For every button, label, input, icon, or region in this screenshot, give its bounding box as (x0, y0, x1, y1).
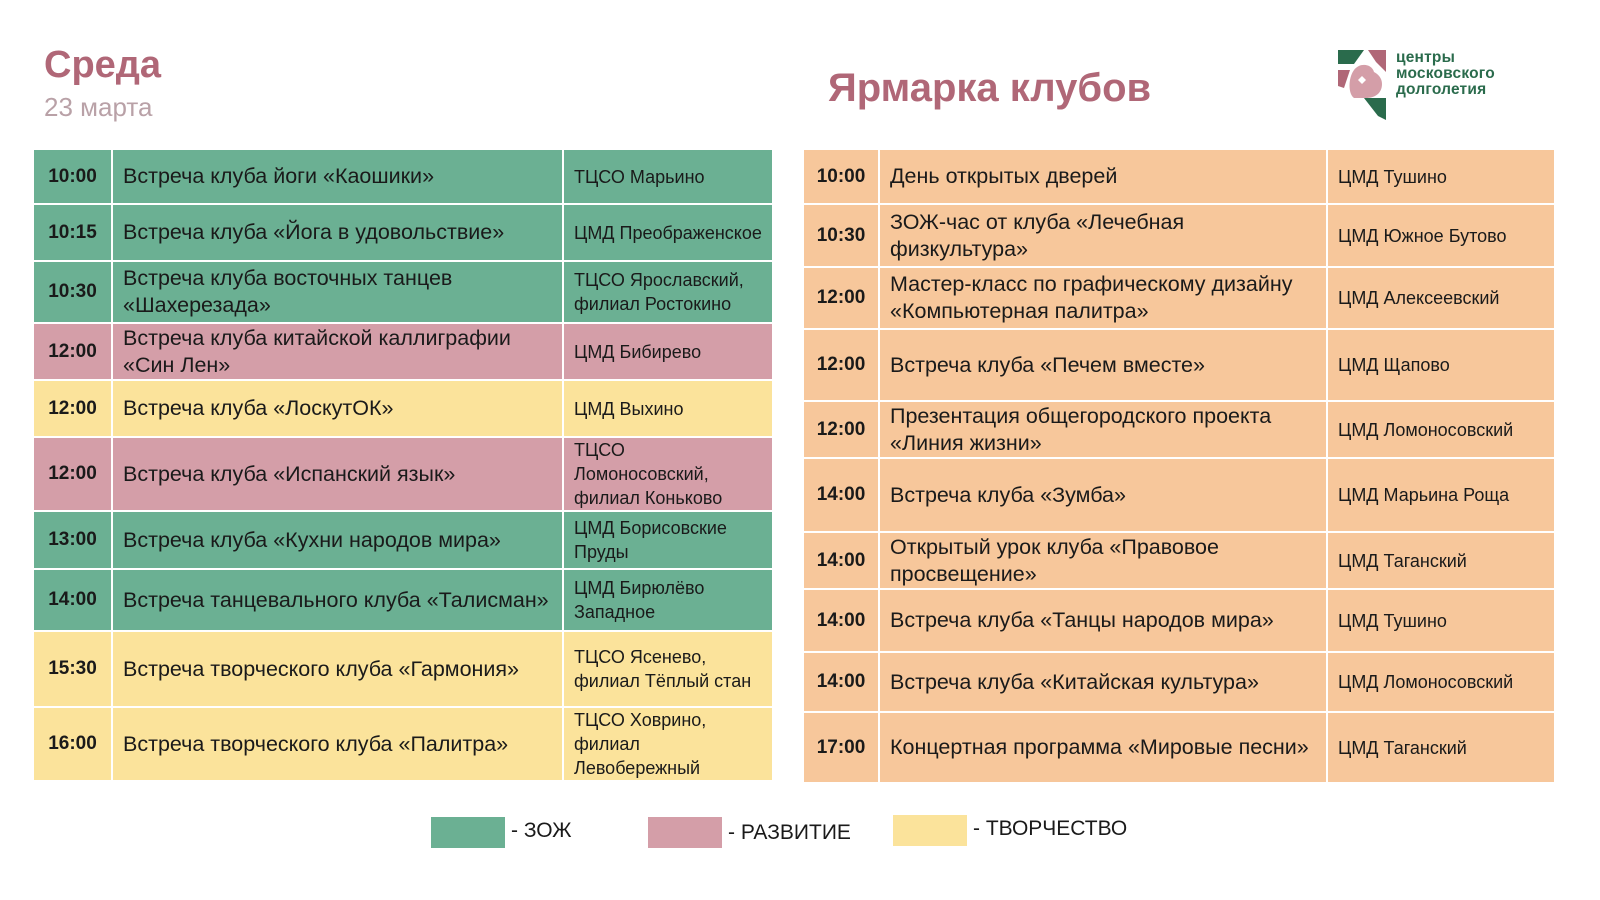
place-cell: ЦМД Преображенское (563, 204, 773, 261)
time-cell: 15:30 (33, 631, 112, 707)
day-title: Среда (44, 44, 162, 86)
place-cell: ЦМД Выхино (563, 380, 773, 437)
table-row (803, 401, 1555, 458)
event-cell: Встреча клуба «ЛоскутОК» (112, 380, 563, 437)
table-row (803, 204, 1555, 267)
event-cell: Концертная программа «Мировые песни» (879, 712, 1327, 783)
place-cell: ЦМД Тушино (1327, 589, 1555, 652)
event-cell: Встреча танцевального клуба «Талисман» (112, 569, 563, 631)
time-cell: 12:00 (803, 401, 879, 458)
table-row (33, 707, 773, 781)
event-cell: Мастер-класс по графическому дизайну «Компьютерная палитра» (879, 267, 1327, 329)
time-cell: 12:00 (803, 267, 879, 329)
time-cell: 14:00 (33, 569, 112, 631)
table-row (33, 149, 773, 204)
legend-swatch-zozh (431, 817, 505, 848)
logo-line-1: центры (1396, 49, 1456, 66)
time-cell: 14:00 (803, 589, 879, 652)
logo (1338, 50, 1538, 122)
logo-mark-icon (1338, 50, 1386, 120)
event-cell: ЗОЖ-час от клуба «Лечебная физкультура» (879, 204, 1327, 267)
place-cell: ЦМД Борисовские Пруды (563, 511, 773, 569)
logo-line-3: долголетия (1396, 81, 1487, 98)
event-cell: Встреча творческого клуба «Гармония» (112, 631, 563, 707)
time-cell: 10:30 (803, 204, 879, 267)
time-cell: 10:30 (33, 261, 112, 323)
event-cell: Встреча творческого клуба «Палитра» (112, 707, 563, 781)
table-row (803, 329, 1555, 401)
table-row (33, 204, 773, 261)
time-cell: 14:00 (803, 652, 879, 712)
time-cell: 14:00 (803, 532, 879, 589)
table-row (33, 437, 773, 511)
time-cell: 12:00 (33, 437, 112, 511)
time-cell: 16:00 (33, 707, 112, 781)
time-cell: 14:00 (803, 458, 879, 532)
date-subtitle: 23 марта (44, 92, 153, 122)
place-cell: ЦМД Щапово (1327, 329, 1555, 401)
event-cell: Встреча клуба йоги «Каошики» (112, 149, 563, 204)
legend-label-tvorchestvo: - ТВОРЧЕСТВО (973, 817, 1128, 840)
logo-line-2: московского (1396, 65, 1495, 82)
event-cell: Встреча клуба китайской каллиграфии «Син Лен» (112, 323, 563, 380)
table-row (33, 569, 773, 631)
time-cell: 12:00 (33, 380, 112, 437)
event-cell: Встреча клуба «Печем вместе» (879, 329, 1327, 401)
place-cell: ЦМД Марьина Роща (1327, 458, 1555, 532)
time-cell: 13:00 (33, 511, 112, 569)
legend-label-razvitie: - РАЗВИТИЕ (728, 821, 851, 844)
time-cell: 10:00 (803, 149, 879, 204)
table-row (803, 267, 1555, 329)
place-cell: ЦМД Алексеевский (1327, 267, 1555, 329)
table-row (803, 589, 1555, 652)
table-row (803, 532, 1555, 589)
event-cell: Встреча клуба «Йога в удовольствие» (112, 204, 563, 261)
event-cell: Открытый урок клуба «Правовое просвещение» (879, 532, 1327, 589)
place-cell: ТЦСО Ховрино, филиал Левобережный (563, 707, 773, 781)
schedule-table-left (32, 148, 774, 782)
legend-swatch-tvorchestvo (893, 815, 967, 846)
table-row (803, 458, 1555, 532)
place-cell: ТЦСО Марьино (563, 149, 773, 204)
fair-title: Ярмарка клубов (828, 66, 1152, 110)
time-cell: 10:15 (33, 204, 112, 261)
place-cell: ЦМД Ломоносовский (1327, 652, 1555, 712)
place-cell: ЦМД Южное Бутово (1327, 204, 1555, 267)
place-cell: ЦМД Тушино (1327, 149, 1555, 204)
event-cell: Встреча клуба «Танцы народов мира» (879, 589, 1327, 652)
place-cell: ЦМД Таганский (1327, 532, 1555, 589)
event-cell: Встреча клуба «Китайская культура» (879, 652, 1327, 712)
place-cell: ЦМД Таганский (1327, 712, 1555, 783)
table-row (33, 631, 773, 707)
event-cell: Встреча клуба восточных танцев «Шахерезада» (112, 261, 563, 323)
place-cell: ТЦСО Ломоносовский, филиал Коньково (563, 437, 773, 511)
time-cell: 17:00 (803, 712, 879, 783)
table-row (33, 261, 773, 323)
event-cell: Презентация общегородского проекта «Линия жизни» (879, 401, 1327, 458)
place-cell: ТЦСО Ярославский, филиал Ростокино (563, 261, 773, 323)
event-cell: Встреча клуба «Кухни народов мира» (112, 511, 563, 569)
place-cell: ТЦСО Ясенево, филиал Тёплый стан (563, 631, 773, 707)
legend-label-zozh: - ЗОЖ (511, 819, 572, 842)
time-cell: 10:00 (33, 149, 112, 204)
place-cell: ЦМД Бибирево (563, 323, 773, 380)
time-cell: 12:00 (33, 323, 112, 380)
fair-schedule-table (802, 148, 1556, 784)
legend-swatch-razvitie (648, 817, 722, 848)
place-cell: ЦМД Ломоносовский (1327, 401, 1555, 458)
table-row (803, 652, 1555, 712)
table-row (803, 712, 1555, 783)
event-cell: День открытых дверей (879, 149, 1327, 204)
event-cell: Встреча клуба «Зумба» (879, 458, 1327, 532)
table-row (803, 149, 1555, 204)
time-cell: 12:00 (803, 329, 879, 401)
place-cell: ЦМД Бирюлёво Западное (563, 569, 773, 631)
table-row (33, 380, 773, 437)
table-row (33, 511, 773, 569)
table-row (33, 323, 773, 380)
event-cell: Встреча клуба «Испанский язык» (112, 437, 563, 511)
